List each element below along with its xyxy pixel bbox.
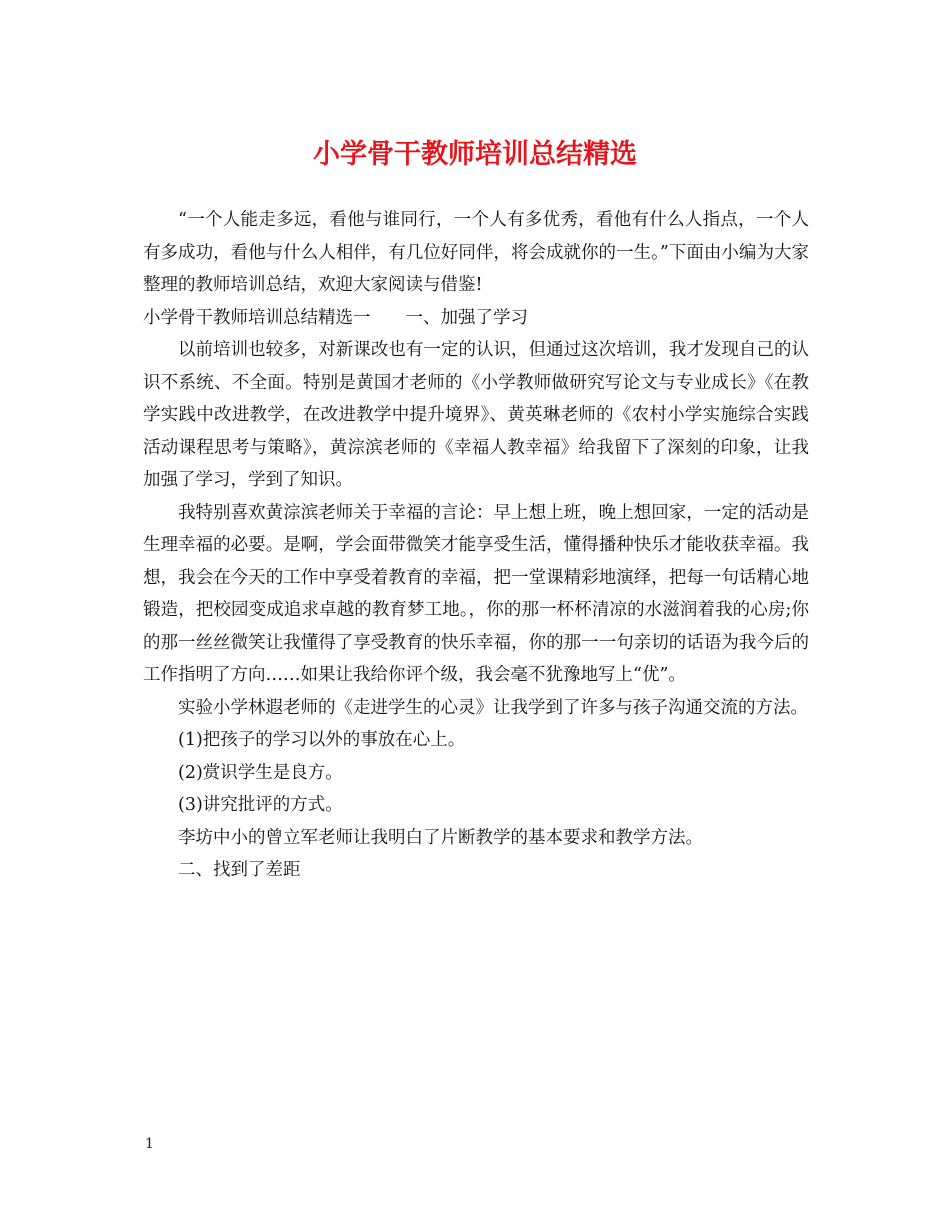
body-paragraph-4: 李坊中小的曾立军老师让我明白了片断教学的基本要求和教学方法。 [178, 827, 703, 848]
section-heading-2: 二、找到了差距 [178, 860, 301, 880]
document-body [143, 204, 809, 887]
body-paragraph-3: 实验小学林遐老师的《走进学生的心灵》让我学到了许多与孩子沟通交流的方法。 [178, 697, 808, 718]
section-heading: 小学骨干教师培训总结精选一 一、加强了学习 [143, 307, 528, 328]
body-paragraph-2: 我特别喜欢黄淙滨老师关于幸福的言论：早上想上班，晚上想回家，一定的活动是生理幸福的必要。是啊，学会面带微笑才能享受生活，懂得播种快乐才能收获幸福。我想，我会在今天的工作中享受着教育的幸福，把一堂课精彩地演绎，把每一句话精心地锻造，把校园变成追求卓越的教育梦工地。，你的那一杯杯清凉的水滋润着我的心房;你的那一丝丝微笑让我懂得了享受教育的快乐幸福，你的那一一句亲切的话语为我今后的工作指明了方向……如果让我给你评个级，我会毫不犹豫地写上“优”。 [143, 502, 809, 685]
page-title: 小学骨干教师培训总结精选 [313, 139, 637, 170]
page-number: 1 [145, 1136, 154, 1152]
list-item-3: (3)讲究批评的方式。 [178, 795, 343, 815]
intro-paragraph: “一个人能走多远，看他与谁同行，一个人有多优秀，看他有什么人指点，一个人有多成功，看他与什么人相伴，有几位好同伴，将会成就你的一生。”下面由小编为大家整理的教师培训总结，欢迎大家阅读与借鉴! [143, 210, 809, 295]
list-item-2: (2)赏识学生是良方。 [178, 762, 343, 783]
list-item-1: (1)把孩子的学习以外的事放在心上。 [178, 730, 466, 750]
body-paragraph-1: 以前培训也较多，对新课改也有一定的认识，但通过这次培训，我才发现自己的认识不系统、不全面。特别是黄国才老师的《小学教师做研究写论文与专业成长》《在教学实践中改进教学，在改进教学中提升境界》、黄英琳老师的《农村小学实施综合实践活动课程思考与策略》，黄淙滨老师的《幸福人教幸福》给我留下了深刻的印象，让我加强了学习，学到了知识。 [143, 340, 809, 490]
